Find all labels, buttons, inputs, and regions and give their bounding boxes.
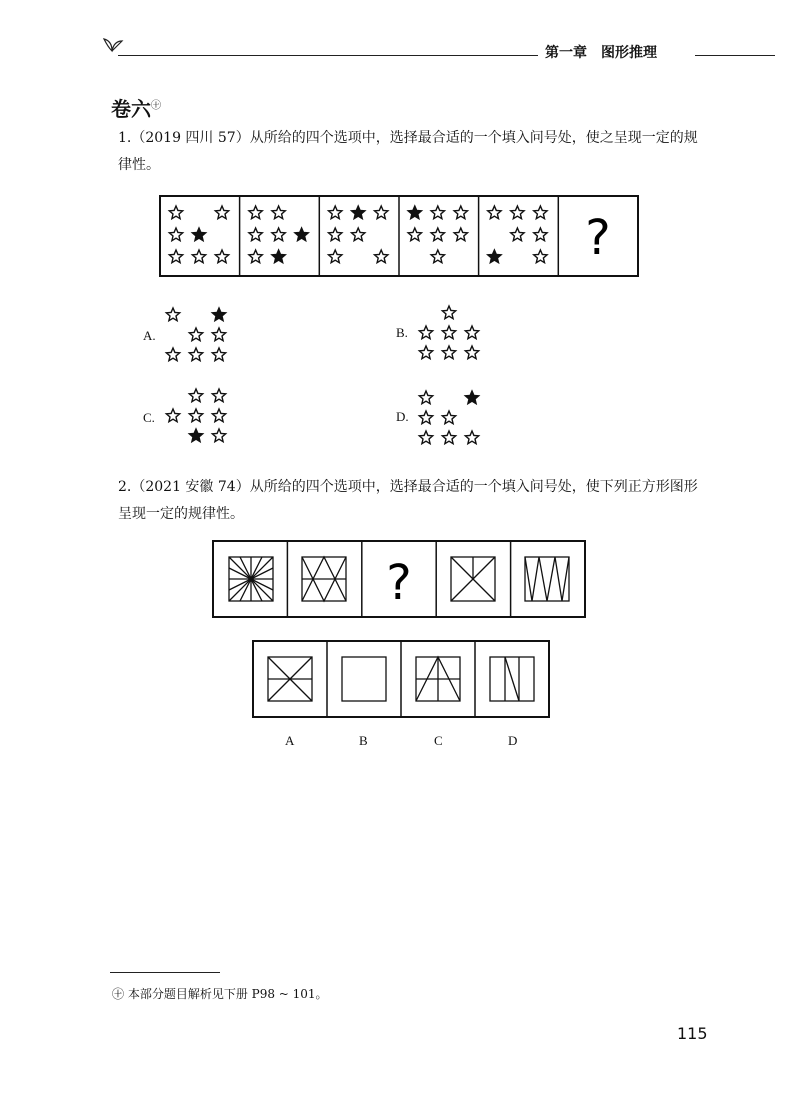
question-1-figure-row <box>160 196 638 276</box>
black-star-icon <box>352 206 365 219</box>
white-star-icon <box>431 250 444 263</box>
page-number: 115 <box>677 1024 708 1043</box>
white-star-icon <box>212 409 225 422</box>
header-rule <box>118 55 538 56</box>
option-c-label[interactable]: C. <box>143 410 155 425</box>
white-star-icon <box>431 228 444 241</box>
question-mark: ? <box>585 210 611 266</box>
white-star-icon <box>169 228 182 241</box>
white-star-icon <box>419 391 432 404</box>
white-star-icon <box>249 250 262 263</box>
question-1-text: 1.（2019 四川 57）从所给的四个选项中，选择最合适的一个填入问号处，使之呈现一定的规律性。 <box>118 130 698 173</box>
white-star-icon <box>408 228 421 241</box>
question-2-options[interactable] <box>253 641 549 717</box>
option-b-label-2[interactable]: B <box>359 733 368 748</box>
white-star-icon <box>212 328 225 341</box>
white-star-icon <box>419 411 432 424</box>
option-b-figure[interactable] <box>342 657 386 701</box>
white-star-icon <box>189 409 202 422</box>
option-c-figure[interactable] <box>416 657 460 701</box>
option-a-label-2[interactable]: A <box>285 733 295 748</box>
sprout-icon <box>100 35 130 55</box>
white-star-icon <box>352 228 365 241</box>
question-mark-2: ? <box>386 555 412 611</box>
option-d-label[interactable]: D. <box>396 409 409 424</box>
figure-square-star <box>229 557 273 601</box>
white-star-icon <box>192 250 205 263</box>
white-star-icon <box>212 429 225 442</box>
white-star-icon <box>465 326 478 339</box>
option-d-figure[interactable] <box>490 657 534 701</box>
question-2-text: 2.（2021 安徽 74）从所给的四个选项中，选择最合适的一个填入问号处，使下列正方形图形呈现一定的规律性。 <box>118 479 698 522</box>
white-star-icon <box>534 250 547 263</box>
chapter-title: 第一章 图形推理 <box>545 45 657 61</box>
black-star-icon <box>295 228 308 241</box>
white-star-icon <box>419 431 432 444</box>
option-a-figure[interactable] <box>268 657 312 701</box>
footnote-rule <box>110 972 220 973</box>
question-1-options[interactable] <box>0 300 800 500</box>
white-star-icon <box>454 206 467 219</box>
black-star-icon <box>408 206 421 219</box>
option-b-label[interactable]: B. <box>396 325 408 340</box>
white-star-icon <box>169 206 182 219</box>
white-star-icon <box>465 431 478 444</box>
white-star-icon <box>419 346 432 359</box>
option-a-label[interactable]: A. <box>143 328 156 343</box>
white-star-icon <box>212 389 225 402</box>
white-star-icon <box>329 250 342 263</box>
black-star-icon <box>465 391 478 404</box>
question-2-figure-row <box>213 541 585 617</box>
white-star-icon <box>442 431 455 444</box>
white-star-icon <box>419 326 432 339</box>
option-c-label-2[interactable]: C <box>434 733 443 748</box>
white-star-icon <box>534 206 547 219</box>
white-star-icon <box>189 389 202 402</box>
black-star-icon <box>189 429 202 442</box>
footnote: ㊉ 本部分题目解析见下册 P98 ~ 101。 <box>112 987 328 1001</box>
figure-square-triangles <box>302 557 346 601</box>
header-rule-right <box>695 55 775 56</box>
white-star-icon <box>442 346 455 359</box>
white-star-icon <box>166 308 179 321</box>
white-star-icon <box>329 206 342 219</box>
figure-square-zigzag <box>525 557 569 601</box>
white-star-icon <box>442 411 455 424</box>
black-star-icon <box>212 308 225 321</box>
white-star-icon <box>454 228 467 241</box>
white-star-icon <box>169 250 182 263</box>
white-star-icon <box>511 206 524 219</box>
white-star-icon <box>212 348 225 361</box>
section-mark-icon: ㊉ <box>151 100 161 112</box>
black-star-icon <box>192 228 205 241</box>
white-star-icon <box>465 346 478 359</box>
white-star-icon <box>249 228 262 241</box>
section-title-text: 卷六 <box>111 97 151 121</box>
white-star-icon <box>375 206 388 219</box>
white-star-icon <box>442 326 455 339</box>
white-star-icon <box>215 250 228 263</box>
white-star-icon <box>166 348 179 361</box>
white-star-icon <box>189 348 202 361</box>
white-star-icon <box>431 206 444 219</box>
white-star-icon <box>272 206 285 219</box>
white-star-icon <box>249 206 262 219</box>
white-star-icon <box>272 228 285 241</box>
white-star-icon <box>375 250 388 263</box>
white-star-icon <box>511 228 524 241</box>
figure-square-x <box>451 557 495 601</box>
white-star-icon <box>534 228 547 241</box>
white-star-icon <box>215 206 228 219</box>
white-star-icon <box>488 206 501 219</box>
white-star-icon <box>189 328 202 341</box>
white-star-icon <box>442 306 455 319</box>
section-title <box>111 93 161 122</box>
white-star-icon <box>329 228 342 241</box>
option-d-label-2[interactable]: D <box>508 733 518 748</box>
white-star-icon <box>166 409 179 422</box>
black-star-icon <box>272 250 285 263</box>
black-star-icon <box>488 250 501 263</box>
